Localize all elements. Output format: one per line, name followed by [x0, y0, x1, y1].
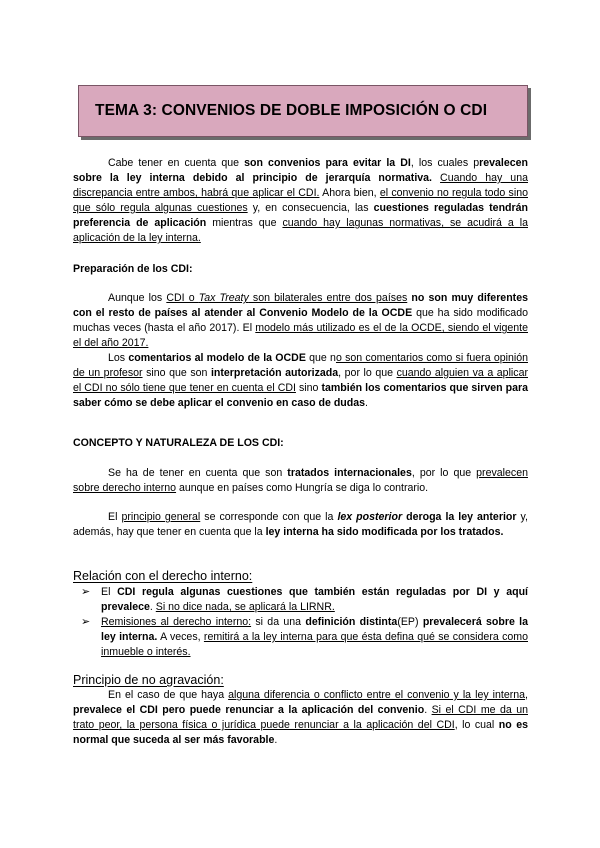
subheading-relacion: Relación con el derecho interno: — [73, 569, 253, 583]
intro-paragraph: Cabe tener en cuenta que son convenios para evitar la DI, los cuales prevalecen sobre la ley interna debido al principio de jerarquía normativa. Cuando hay una discrepancia entre ambos, habrá que aplicar el CDI. Ahora bien, el convenio no regula todo sino que sólo regula algunas cuestiones y, en consecuencia, las cuestiones reguladas tendrán preferencia de aplicación mientras que cuando hay lagunas normativas, se acudirá a la aplicación de la ley interna. — [73, 157, 528, 244]
subheading-no-agravacion: Principio de no agravación: — [73, 673, 224, 687]
section-heading-concepto: CONCEPTO Y NATURALEZA DE LOS CDI: — [73, 437, 284, 449]
arrow-bullet-icon: ➢ — [81, 616, 91, 628]
bullet-item: ➢ Remisiones al derecho interno: si da una definición distinta(EP) prevalecerá sobre la ley interna. A veces, remitirá a la ley interna para que ésta defina qué se considera como inmueble o interés. — [81, 616, 528, 658]
preparacion-paragraph: Aunque los CDI o Tax Treaty son bilaterales entre dos países no son muy diferentes con el resto de países al atender al Convenio Modelo de la OCDE que ha sido modificado muchas veces (hasta el año 2017). El modelo más utilizado es el de la OCDE, siendo el vigente el del año 2017. Los comentarios al modelo de la OCDE que no son comentarios como si fuera opinión de un profesor sino que son interpretación autorizada, por lo que cuando alguien va a aplicar el CDI no sólo tiene que tener en cuenta el CDI sino también los comentarios que sirven para saber cómo se debe aplicar el convenio en caso de dudas. — [73, 292, 528, 409]
concepto-paragraph: Se ha de tener en cuenta que son tratados internacionales, por lo que prevalecen sobre derecho interno aunque en países como Hungría se diga lo contrario. — [73, 467, 528, 494]
section-heading-preparacion: Preparación de los CDI: — [73, 263, 193, 275]
relacion-bullets — [73, 585, 528, 660]
page-title: TEMA 3: CONVENIOS DE DOBLE IMPOSICIÓN O CDI — [95, 102, 488, 119]
bullet-item: ➢ El CDI regula algunas cuestiones que también están reguladas por DI y aquí prevalece. Si no dice nada, se aplicará la LIRNR. — [81, 586, 528, 613]
arrow-bullet-icon: ➢ — [81, 586, 91, 598]
title-box — [78, 85, 528, 137]
no-agravacion-paragraph: En el caso de que haya alguna diferencia o conflicto entre el convenio y la ley interna, prevalece el CDI pero puede renunciar a la aplicación del convenio. Si el CDI me da un trato peor, la persona física o jurídica puede renunciar a la aplicación del CDI, lo cual no es normal que suceda al ser más favorable. — [73, 689, 528, 746]
principio-general-paragraph: El principio general se corresponde con que la lex posterior deroga la ley anterior y, además, hay que tener en cuenta que la ley interna ha sido modificada por los tratados. — [73, 511, 528, 538]
